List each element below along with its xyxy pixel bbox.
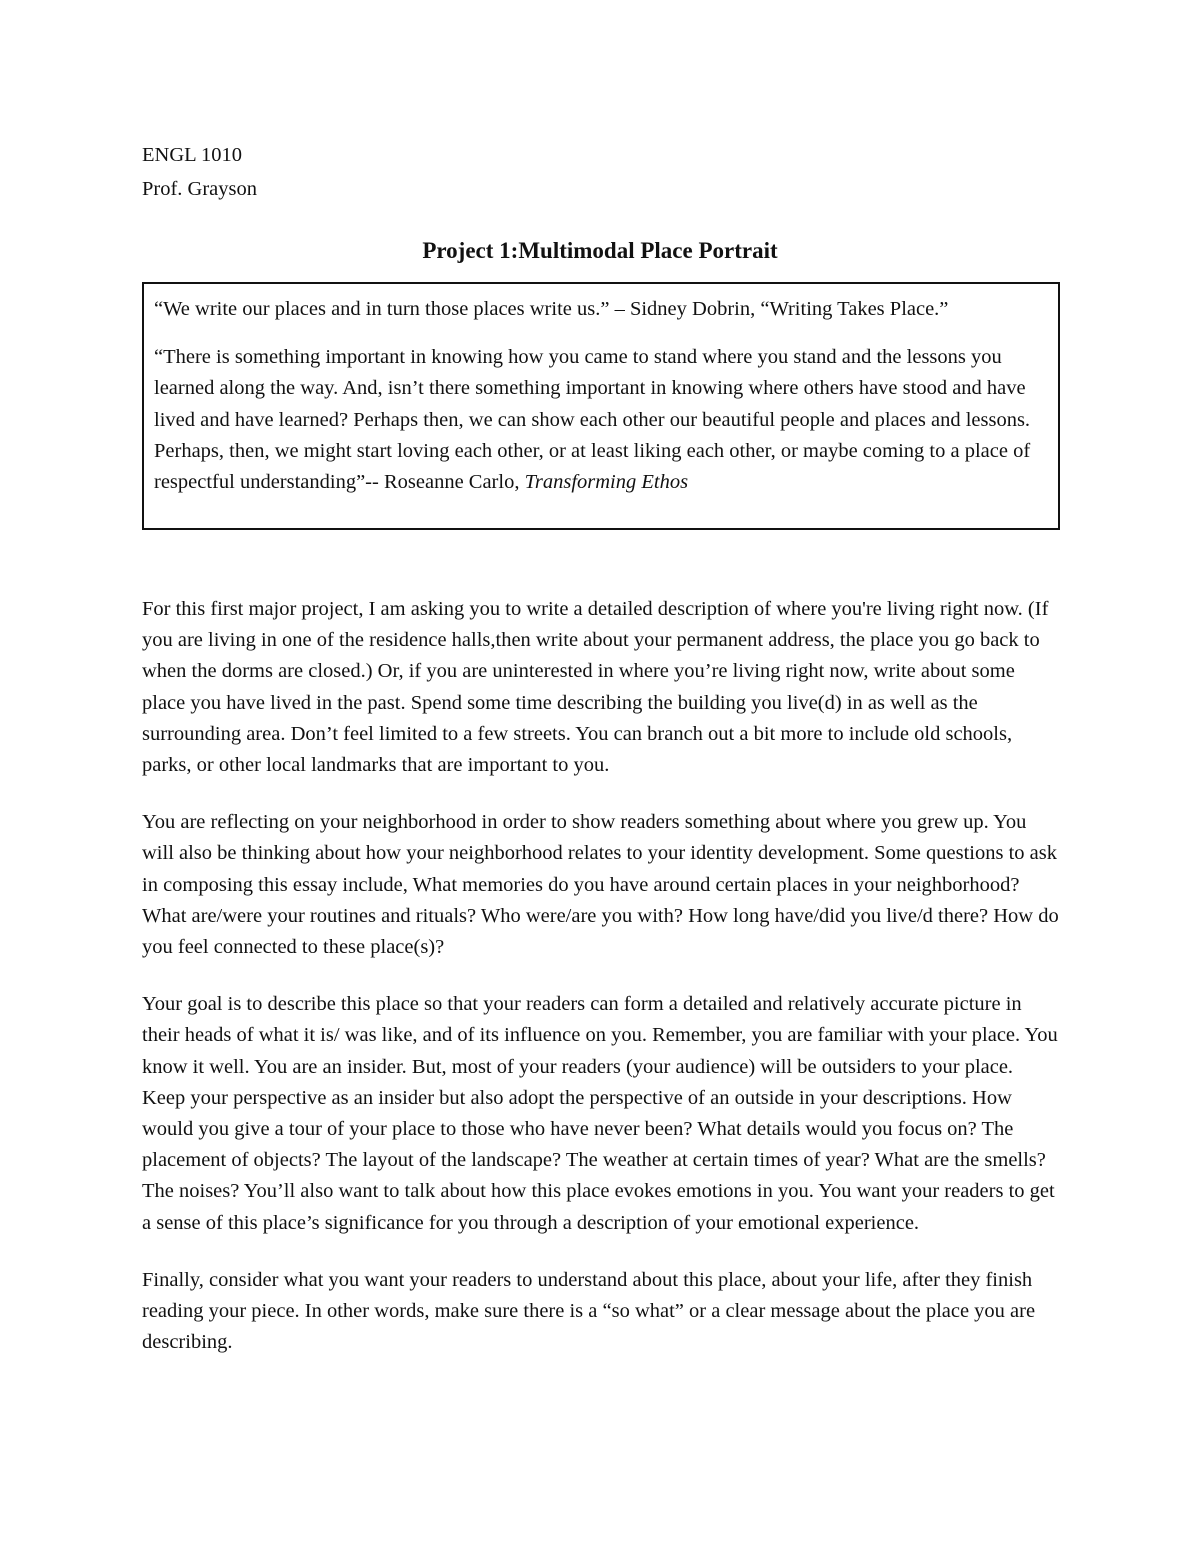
paragraph-reflection: You are reflecting on your neighborhood in order to show readers something about where you grew up. You will also be thinking about how your neighborhood relates to your identity development. Some questions to ask in composing this essay include, What memories do you have around certain places in your neighborhood? What are/were your routines and rituals? Who were/are you with? How long have/did you live/d there? How do you feel connected to these place(s)? — [142, 811, 1059, 959]
epigraph-box — [142, 282, 1060, 530]
paragraph-intro: For this first major project, I am asking you to write a detailed description of where you're living right now. (If you are living in one of the residence halls,then write about your permanent address, the place you go back to when the dorms are closed.) Or, if you are uninterested in where you’re living right now, write about some place you have lived in the past. Spend some time describing the building you live(d) in as well as the surrounding area. Don’t feel limited to a few streets. You can branch out a bit more to include old schools, parks, or other local landmarks that are important to you. — [142, 598, 1049, 777]
epigraph-dobrin: “We write our places and in turn those places write us.” – Sidney Dobrin, “Writing Takes Place.” — [154, 298, 949, 320]
professor-name: Prof. Grayson — [142, 178, 258, 200]
assignment-body — [142, 594, 1058, 1358]
paragraph-goal: Your goal is to describe this place so that your readers can form a detailed and relatively accurate picture in their heads of what it is/ was like, and of its influence on you. Remember, you are familiar with your place. You know it well. You are an insider. But, most of your readers (your audience) will be outsiders to your place. Keep your perspective as an insider but also adopt the perspective of an outside in your descriptions. How would you give a tour of your place to those who have never been? What details would you focus on? The placement of objects? The layout of the landscape? The weather at certain times of year? What are the smells? The noises? You’ll also want to talk about how this place evokes emotions in you. You want your readers to get a sense of this place’s significance for you through a description of your emotional experience. — [142, 993, 1058, 1234]
epigraph-carlo-source: Transforming Ethos — [524, 471, 689, 494]
paragraph-conclusion: Finally, consider what you want your readers to understand about this place, about your life, after they finish reading your piece. In other words, make sure there is a “so what” or a clear message about the place you are describing. — [142, 1268, 1036, 1354]
course-name: ENGL 1010 — [142, 144, 243, 166]
page-title: Project 1:Multimodal Place Portrait — [422, 238, 778, 263]
epigraph-carlo — [154, 342, 1036, 498]
epigraph-carlo-text: “There is something important in knowing how you came to stand where you stand and the lessons you learned along the way. And, isn’t there something important in knowing where others have stood and have lived and have learned? Perhaps then, we can show each other our beautiful people and places and lessons. Perhaps, then, we might start loving each other, or at least liking each other, or maybe coming to a place of respectful understanding”-- Roseanne Carlo, — [154, 346, 1031, 494]
